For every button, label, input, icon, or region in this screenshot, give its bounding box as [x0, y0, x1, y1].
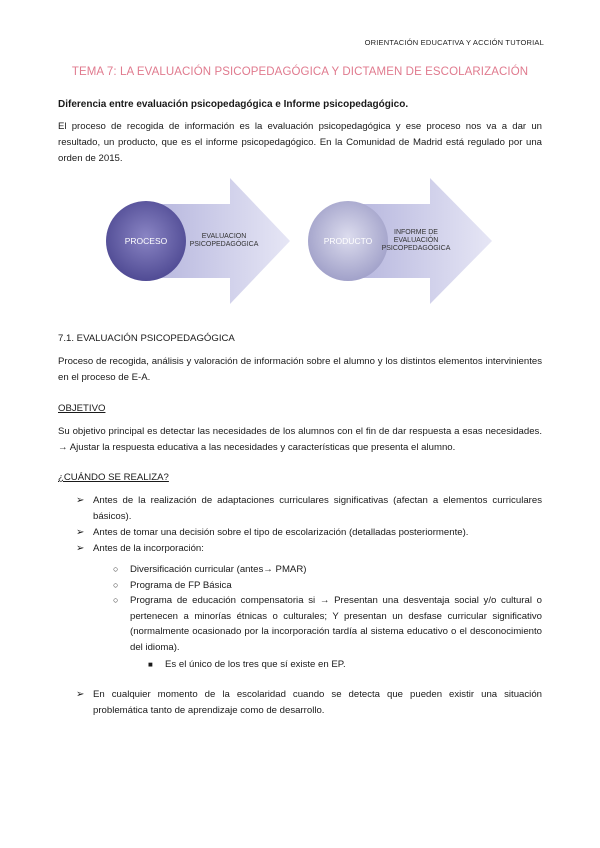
cuando-list	[76, 493, 542, 556]
circle-bullet-icon: ○	[113, 579, 119, 590]
subsublist-item-text: Es el único de los tres que sí existe en EP.	[165, 659, 346, 670]
arrow-bullet-icon: ➢	[76, 689, 85, 700]
cuando-heading: ¿CUÁNDO SE REALIZA?	[58, 472, 169, 483]
list-item-text: Antes de la incorporación:	[93, 542, 204, 554]
cuando-list-last	[76, 687, 542, 718]
subtitle: Diferencia entre evaluación psicopedagógica e Informe psicopedagógico.	[58, 99, 409, 110]
subsublist-item	[148, 657, 542, 673]
list-item-text: En cualquier momento de la escolaridad cuando se detecta que pueden existir una situación problemática tanto de aprendizaje como de desarrollo.	[93, 689, 542, 716]
sublist-item	[113, 562, 542, 578]
page-header: ORIENTACIÓN EDUCATIVA Y ACCIÓN TUTORIAL	[364, 38, 544, 47]
list-item	[76, 687, 542, 718]
sublist-item	[113, 593, 542, 655]
arrow-right-line1: INFORME DE	[394, 229, 438, 236]
arrow-bullet-icon: ➢	[76, 495, 85, 506]
cuando-sublist	[113, 562, 542, 655]
sublist-item-text: Programa de FP Básica	[130, 579, 232, 591]
arrow-left-line2: PSICOPEDAGÓGICA	[189, 241, 259, 248]
objetivo-paragraph: Su objetivo principal es detectar las necesidades de los alumnos con el fin de dar respuesta a esas necesidades. → Ajustar la respuesta educativa a las necesidades y características que presenta el alumno.	[58, 426, 542, 453]
section-heading: 7.1. EVALUACIÓN PSICOPEDAGÓGICA	[58, 333, 235, 344]
cuando-subsublist	[148, 657, 542, 673]
arrow-right-line3: PSICOPEDAGÓGICA	[381, 245, 451, 252]
list-item-text: Antes de la realización de adaptaciones curriculares significativas (afectan a elementos curriculares básicos).	[93, 495, 542, 522]
arrow-right-line2: EVALUACIÓN	[393, 237, 439, 244]
list-item	[76, 541, 542, 557]
arrow-bullet-icon: ➢	[76, 527, 85, 538]
circle-bullet-icon: ○	[113, 595, 119, 605]
section-paragraph: Proceso de recogida, análisis y valoración de información sobre el alumno y los distintos elementos intervinientes en el proceso de E-A.	[58, 356, 542, 383]
square-bullet-icon: ■	[148, 660, 153, 669]
circle-producto-label: PRODUCTO	[323, 236, 373, 246]
objetivo-heading: OBJETIVO	[58, 403, 106, 414]
sublist-item-text: Programa de educación compensatoria si → Presentan una desventaja social y/o cultural o pertenecen a minorías étnicas o culturales; Y presentan un desfase curricular significativo (normalmente ocasionado por la incorporación tardía al sistema educativo o el desconocimiento del idioma).	[130, 595, 542, 653]
sublist-item-text: Diversificación curricular (antes→ PMAR)	[130, 564, 307, 575]
circle-bullet-icon: ○	[113, 564, 119, 574]
arrow-left-line1: EVALUACION	[201, 233, 247, 240]
sublist-item	[113, 578, 542, 594]
list-item	[76, 525, 542, 541]
circle-proceso-label: PROCESO	[124, 236, 168, 246]
arrow-bullet-icon: ➢	[76, 542, 85, 554]
page-title: TEMA 7: LA EVALUACIÓN PSICOPEDAGÓGICA Y DICTAMEN DE ESCOLARIZACIÓN	[71, 66, 529, 78]
list-item	[76, 493, 542, 524]
process-product-diagram	[100, 176, 520, 306]
intro-paragraph: El proceso de recogida de información es la evaluación psicopedagógica y ese proceso nos va a dar un resultado, un producto, que es el informe psicopedagógico. En la Comunidad de Madrid está regulado por una orden de 2015.	[58, 121, 542, 164]
list-item-text: Antes de tomar una decisión sobre el tipo de escolarización (detalladas posteriormente).	[93, 527, 469, 538]
